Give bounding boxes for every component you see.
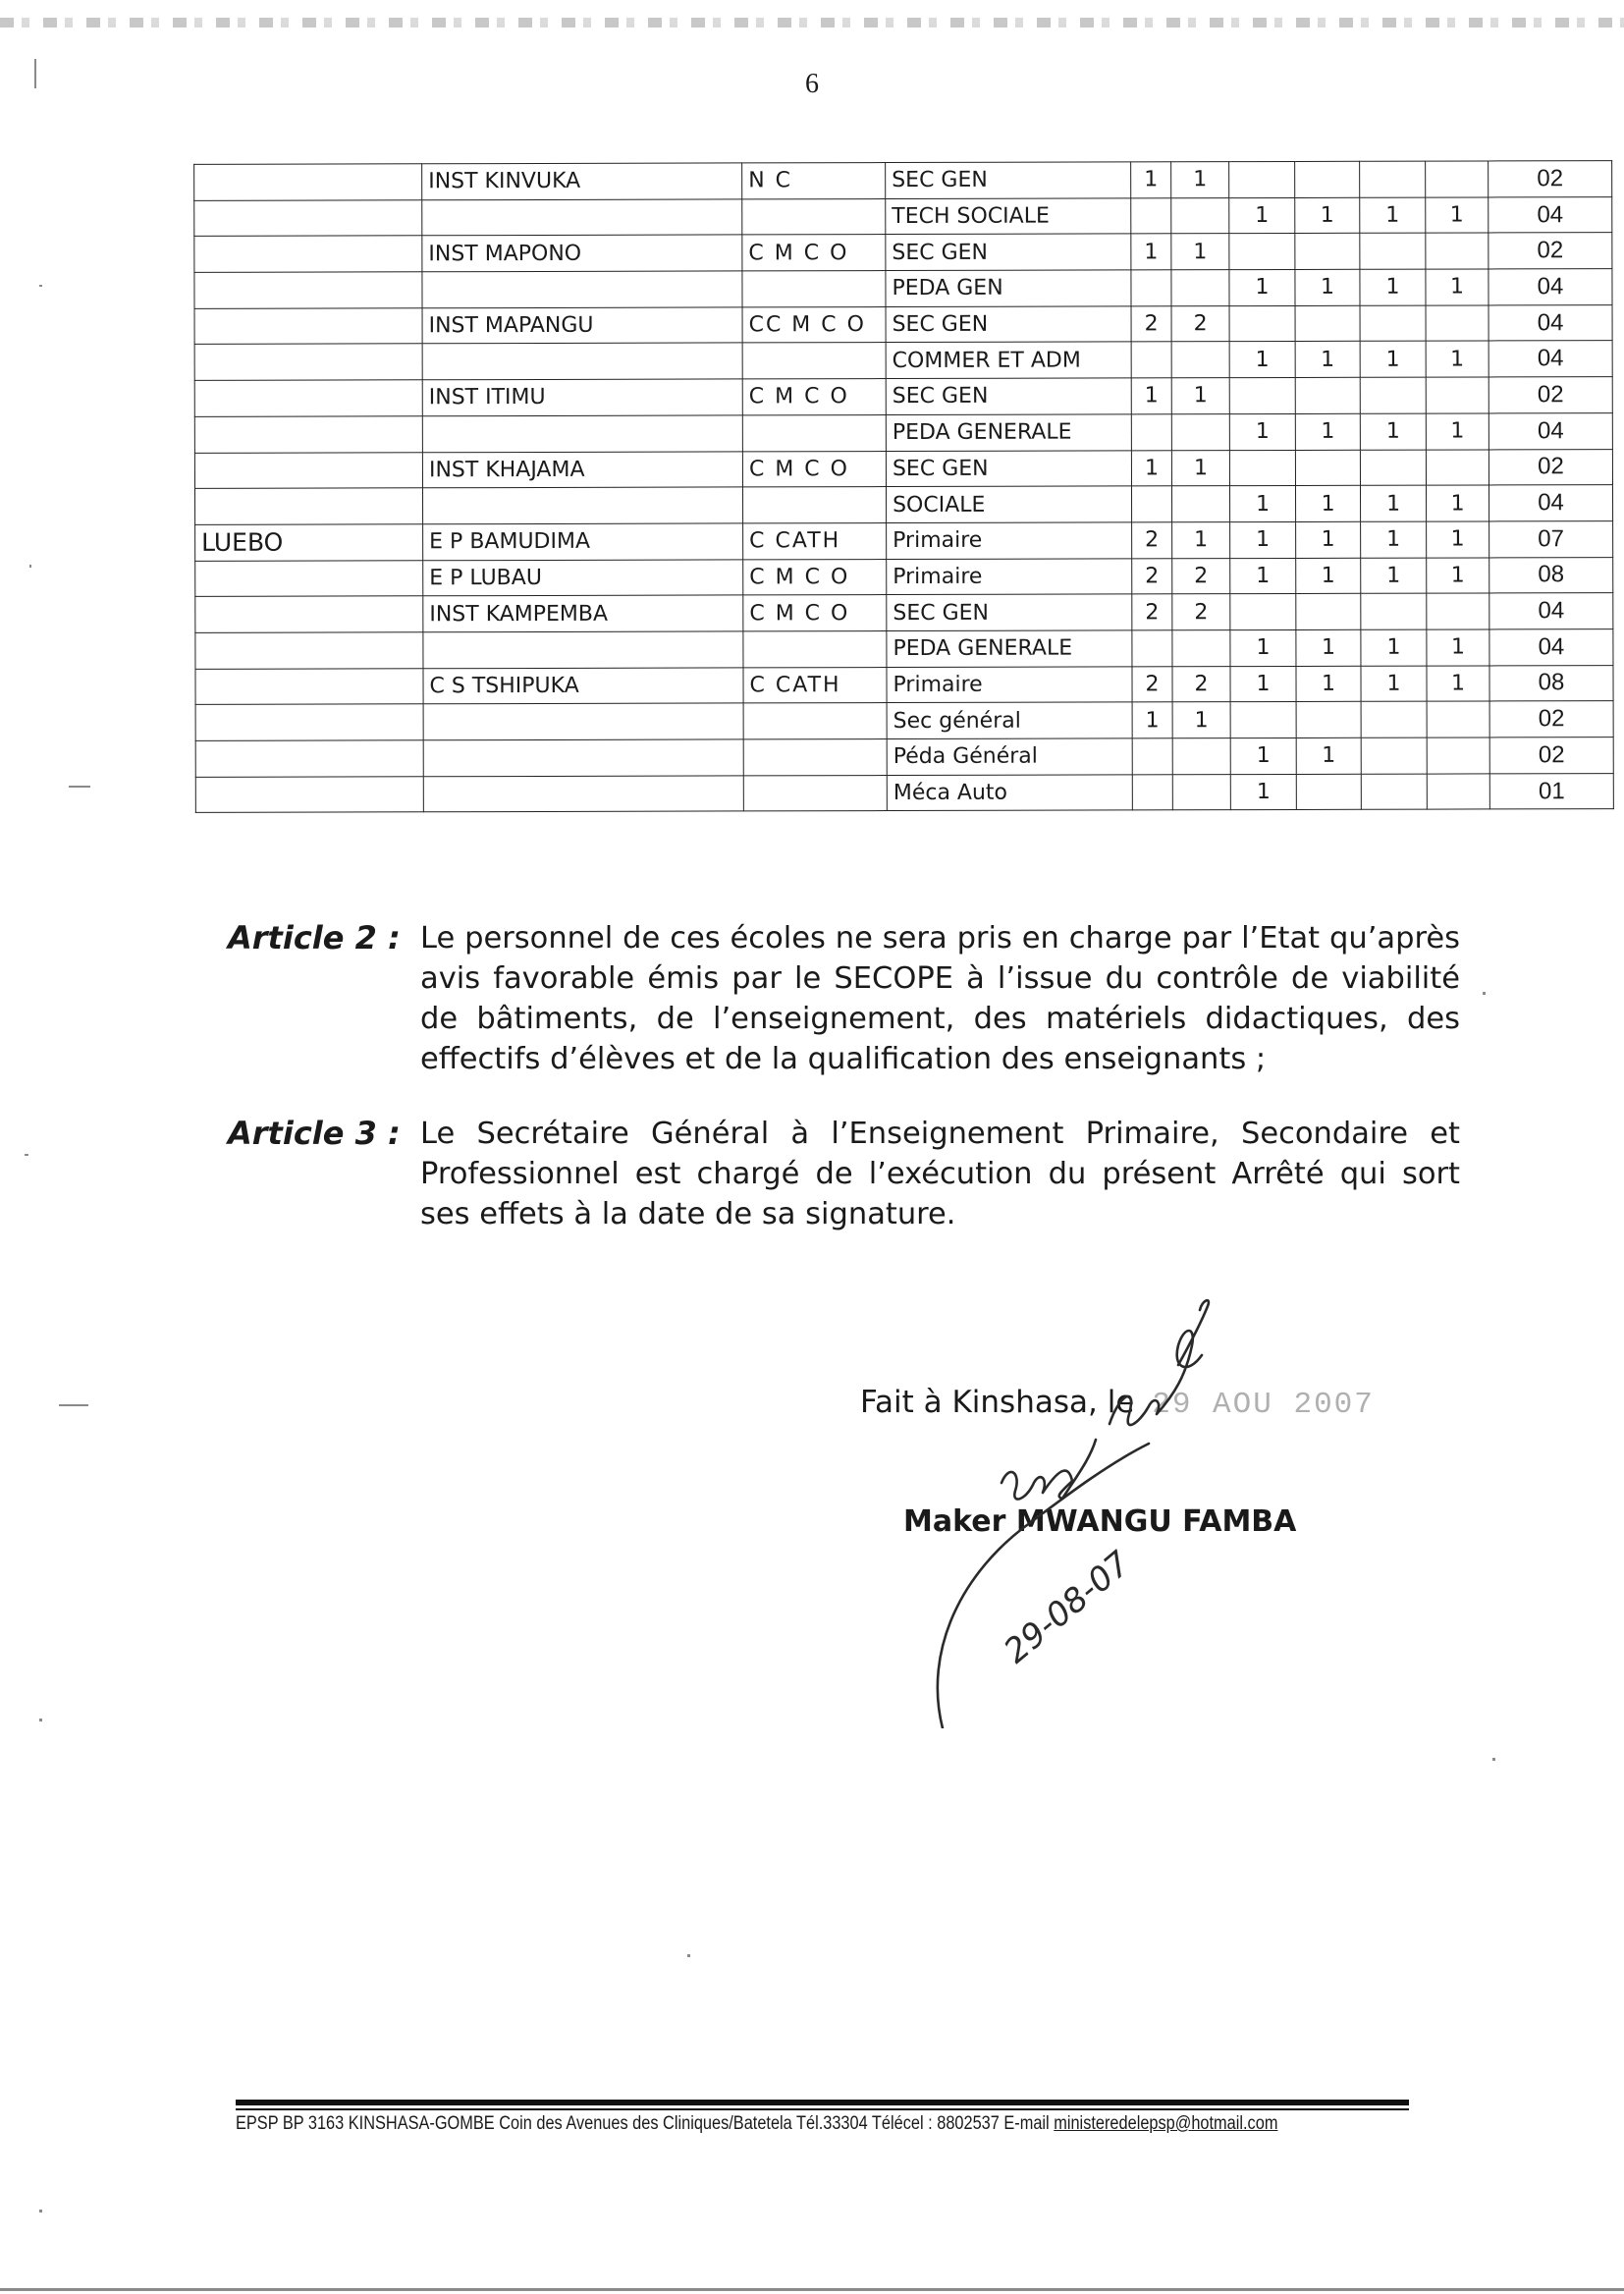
table-cell-count: 1 (1171, 234, 1229, 270)
table-cell-school: C S TSHIPUKA (423, 668, 743, 705)
table-cell-count: 1 (1229, 197, 1295, 234)
table-row (195, 557, 1613, 596)
table-cell-school-type: C M C O (743, 595, 887, 631)
table-cell-region (194, 236, 422, 272)
table-cell-school (423, 739, 743, 777)
table-cell-count: 1 (1360, 485, 1426, 521)
table-cell-count (1296, 774, 1361, 810)
table-cell-count (1360, 233, 1426, 269)
school-allocation-table (193, 160, 1614, 813)
table-cell-school-type (742, 198, 886, 235)
table-cell-region (195, 704, 423, 740)
table-cell-school: INST KHAJAMA (422, 451, 742, 488)
table-cell-count: 2 (1172, 558, 1230, 594)
table-cell-section: TECH SOCIALE (886, 198, 1131, 235)
table-cell-count: 1 (1230, 629, 1296, 666)
footer-address-text: EPSP BP 3163 KINSHASA-GOMBE Coin des Avenues des Cliniques/Batetela Tél.33304 Télécel : 8802537 E-mail (236, 2113, 1050, 2134)
table-cell-total: 04 (1489, 304, 1612, 341)
table-cell-region (195, 596, 423, 632)
table-cell-count (1361, 737, 1427, 774)
table-cell-count: 1 (1171, 162, 1229, 198)
table-row (194, 196, 1612, 236)
table-cell-section: SEC GEN (886, 378, 1131, 414)
table-cell-total: 08 (1489, 665, 1613, 701)
table-cell-region (195, 632, 423, 669)
table-cell-count (1426, 377, 1489, 413)
table-cell-count (1296, 702, 1361, 738)
table-cell-count (1171, 197, 1229, 234)
table-cell-count: 1 (1360, 269, 1426, 305)
table-row (194, 377, 1612, 416)
table-cell-count (1229, 378, 1295, 414)
table-cell-region (194, 308, 422, 345)
table-cell-school-type (742, 271, 886, 307)
handwritten-signature (884, 1296, 1296, 1728)
table-cell-school-type (742, 414, 886, 451)
scan-edge-noise (0, 18, 1624, 27)
table-row (194, 233, 1612, 272)
table-cell-count: 1 (1132, 702, 1172, 738)
table-cell-count (1132, 738, 1172, 775)
table-cell-count (1295, 161, 1360, 197)
table-cell-region (194, 344, 422, 380)
table-cell-count: 1 (1295, 413, 1360, 450)
table-cell-total: 02 (1489, 701, 1613, 737)
table-cell-count (1229, 234, 1295, 270)
table-cell-count: 1 (1171, 378, 1229, 414)
table-cell-count: 1 (1427, 666, 1489, 702)
table-cell-count: 1 (1360, 197, 1426, 234)
table-row (194, 161, 1612, 200)
table-cell-count: 1 (1296, 558, 1361, 594)
table-cell-school: E P BAMUDIMA (423, 523, 743, 561)
table-cell-count: 1 (1230, 558, 1296, 594)
table-cell-count (1426, 233, 1489, 269)
table-cell-count: 2 (1132, 558, 1172, 594)
table-cell-total: 02 (1489, 377, 1612, 413)
table-cell-total: 07 (1489, 520, 1613, 557)
handwritten-date: 29-08-07 (997, 1544, 1139, 1671)
table-cell-section: COMMER ET ADM (886, 342, 1131, 378)
table-cell-region: LUEBO (195, 524, 423, 561)
table-cell-school (422, 199, 742, 237)
table-cell-region (195, 740, 423, 777)
table-cell-section: Péda Général (887, 738, 1132, 775)
table-cell-count: 1 (1296, 737, 1361, 774)
table-cell-section: SEC GEN (887, 594, 1132, 630)
table-cell-count (1229, 305, 1295, 342)
table-row (195, 737, 1613, 777)
table-cell-school-type (743, 739, 887, 776)
table-cell-region (194, 272, 422, 308)
table-cell-region (194, 199, 422, 236)
table-cell-school-type: C M C O (743, 559, 887, 595)
table-row (194, 304, 1612, 344)
article-text: Le personnel de ces écoles ne sera pris en charge par l’Etat qu’après avis favorable émis par le SECOPE à l’issue du contrôle de viabilité de bâtiments, de l’enseignement, des matériels didactiques, des effectifs d’élèves et de la qualification des enseignants ; (420, 921, 1460, 1076)
date-stamp: 29 AOU 2007 (1152, 1388, 1375, 1422)
table-cell-school: E P LUBAU (423, 559, 743, 596)
table-cell-count: 1 (1295, 485, 1360, 521)
table-cell-section: SEC GEN (886, 234, 1131, 270)
table-cell-school: INST ITIMU (422, 379, 742, 416)
table-cell-count (1132, 774, 1172, 810)
table-cell-count (1171, 342, 1229, 378)
table-cell-count (1131, 270, 1171, 306)
table-cell-count: 1 (1230, 521, 1296, 558)
table-cell-count: 1 (1230, 666, 1296, 702)
table-cell-school: INST KINVUKA (422, 163, 742, 200)
article-text: Le Secrétaire Général à l’Enseignement Primaire, Secondaire et Professionnel est chargé de l’exécution du présent Arrêté qui sort ses effets à la date de sa signature. (420, 1117, 1460, 1231)
table-cell-count: 1 (1131, 450, 1171, 486)
table-cell-count (1295, 234, 1360, 270)
table-cell-count (1295, 305, 1360, 342)
table-cell-region (194, 452, 422, 488)
page-number: 6 (805, 69, 819, 99)
table-cell-count: 1 (1296, 666, 1361, 702)
table-cell-count: 2 (1132, 666, 1172, 702)
table-cell-count (1360, 450, 1426, 486)
table-cell-count: 1 (1427, 521, 1489, 558)
table-cell-school-type: C CATH (743, 522, 887, 559)
table-cell-section: Méca Auto (887, 775, 1132, 811)
table-cell-total: 04 (1489, 196, 1612, 233)
table-cell-school-type: C CATH (743, 667, 887, 703)
table-cell-region (194, 416, 422, 453)
table-cell-count: 1 (1360, 413, 1426, 450)
table-cell-section: PEDA GENERALE (886, 414, 1131, 451)
table-cell-count: 1 (1230, 774, 1296, 810)
table-cell-school-type: CC M C O (742, 306, 886, 343)
table-row (195, 485, 1613, 524)
table-cell-school-type: C M C O (742, 235, 886, 271)
table-cell-count: 1 (1361, 521, 1427, 558)
footer-rule-thin (236, 2108, 1409, 2110)
table-cell-count (1172, 630, 1230, 667)
table-cell-region (194, 164, 422, 200)
table-row (195, 773, 1613, 812)
table-cell-count (1361, 593, 1427, 629)
table-cell-count: 2 (1172, 666, 1230, 702)
table-cell-section: SEC GEN (886, 450, 1131, 486)
table-cell-count (1230, 702, 1296, 738)
table-cell-school (422, 343, 742, 380)
table-cell-count: 1 (1230, 737, 1296, 774)
table-cell-count: 1 (1426, 413, 1489, 450)
table-cell-count: 2 (1132, 594, 1172, 630)
table-cell-count (1171, 486, 1229, 522)
article-2 (228, 918, 1460, 1079)
table-cell-count (1131, 342, 1171, 378)
table-cell-school-type: C M C O (742, 379, 886, 415)
table-cell-school-type (743, 703, 887, 739)
table-cell-count: 1 (1229, 342, 1295, 378)
table-cell-section: PEDA GEN (886, 270, 1131, 306)
table-cell-total: 02 (1489, 233, 1612, 269)
table-cell-school-type (742, 343, 886, 379)
article-label: Article 3 : (228, 1115, 401, 1152)
table-cell-school: INST MAPONO (422, 235, 742, 272)
table-cell-count: 1 (1229, 486, 1295, 522)
table-cell-section: SEC GEN (886, 162, 1131, 198)
place-label: Fait à Kinshasa, le (860, 1385, 1135, 1420)
table-cell-count: 1 (1172, 522, 1230, 559)
table-cell-count (1361, 774, 1427, 810)
table-cell-count (1295, 450, 1360, 486)
table-row (195, 520, 1613, 560)
table-row (195, 593, 1613, 632)
table-cell-total: 04 (1489, 485, 1612, 521)
table-cell-count (1360, 377, 1426, 413)
table-cell-school-type (743, 630, 887, 667)
table-cell-count (1426, 161, 1489, 197)
table-cell-count (1131, 486, 1171, 522)
table-cell-count: 1 (1295, 269, 1360, 305)
table-cell-section: Sec général (887, 702, 1132, 738)
table-cell-section: SEC GEN (886, 306, 1131, 343)
table-cell-count: 1 (1426, 197, 1489, 234)
table-cell-total: 04 (1489, 341, 1612, 377)
table-cell-count (1427, 701, 1489, 737)
table-cell-school (423, 776, 743, 813)
table-cell-count: 1 (1426, 341, 1489, 377)
table-cell-total: 04 (1489, 412, 1612, 449)
table-row (194, 412, 1612, 452)
table-cell-count (1172, 738, 1230, 775)
table-cell-count: 1 (1131, 234, 1171, 270)
table-row (194, 341, 1612, 380)
table-cell-school (422, 271, 742, 308)
table-cell-count: 1 (1360, 342, 1426, 378)
table-cell-section: Primaire (887, 667, 1132, 703)
table-cell-count (1360, 161, 1426, 197)
table-cell-count (1131, 197, 1171, 234)
table-cell-section: PEDA GENERALE (887, 630, 1132, 667)
table-cell-school-type: N C (742, 163, 886, 199)
table-cell-section: SOCIALE (887, 486, 1132, 522)
table-cell-count (1427, 593, 1489, 629)
table-cell-region (195, 560, 423, 596)
table-cell-total: 02 (1489, 737, 1613, 774)
table-cell-count: 1 (1427, 558, 1489, 594)
table-cell-count (1426, 305, 1489, 342)
table-cell-school (423, 631, 743, 669)
table-cell-school (423, 703, 743, 740)
table-row (194, 269, 1612, 308)
table-cell-count (1131, 414, 1171, 451)
table-cell-count: 2 (1171, 305, 1229, 342)
table-cell-total: 01 (1489, 773, 1613, 809)
table-cell-count: 2 (1132, 522, 1172, 559)
table-cell-count (1361, 701, 1427, 737)
table-cell-region (195, 776, 423, 812)
table-cell-region (195, 668, 423, 704)
table-cell-region (194, 380, 422, 416)
table-cell-count: 1 (1361, 666, 1427, 702)
table-cell-total: 02 (1489, 449, 1612, 485)
table-cell-school-type (743, 487, 887, 523)
table-cell-count: 1 (1131, 378, 1171, 414)
table-cell-total: 04 (1489, 629, 1613, 666)
table-cell-count: 1 (1131, 162, 1171, 198)
table-cell-school (422, 415, 742, 453)
article-3 (228, 1114, 1460, 1234)
table-cell-count: 1 (1171, 450, 1229, 486)
table-cell-school: INST MAPANGU (422, 307, 742, 345)
table-cell-count (1229, 161, 1295, 197)
footer-email: ministeredelepsp@hotmail.com (1054, 2113, 1278, 2134)
table-cell-count: 1 (1296, 629, 1361, 666)
table-cell-count: 1 (1229, 413, 1295, 450)
table-cell-count (1426, 449, 1489, 485)
table-cell-section: Primaire (887, 522, 1132, 559)
table-cell-count (1171, 270, 1229, 306)
table-cell-count (1230, 594, 1296, 630)
table-cell-total: 04 (1489, 593, 1613, 629)
table-cell-count (1172, 774, 1230, 810)
table-cell-school (423, 487, 743, 524)
table-cell-count: 1 (1427, 629, 1489, 666)
article-label: Article 2 : (228, 919, 401, 956)
table-cell-count: 1 (1172, 702, 1230, 738)
table-cell-section: Primaire (887, 558, 1132, 594)
table-cell-total: 08 (1489, 557, 1613, 593)
table-cell-school-type: C M C O (742, 451, 886, 487)
table-cell-count (1229, 450, 1295, 486)
table-cell-count (1360, 305, 1426, 342)
footer-address (236, 2113, 1278, 2135)
table-cell-school: INST KAMPEMBA (423, 595, 743, 632)
table-cell-count: 1 (1361, 629, 1427, 666)
table-cell-count: 1 (1229, 270, 1295, 306)
table-cell-total: 02 (1489, 161, 1612, 197)
table-cell-count: 2 (1172, 594, 1230, 630)
table-cell-count (1427, 774, 1489, 810)
table-row (195, 701, 1613, 740)
table-cell-count (1296, 594, 1361, 630)
table-cell-count: 1 (1295, 342, 1360, 378)
table-cell-count: 1 (1296, 521, 1361, 558)
table-cell-count: 1 (1361, 558, 1427, 594)
table-cell-region (195, 488, 423, 524)
table-cell-count (1132, 630, 1172, 667)
table-row (195, 665, 1613, 704)
table-cell-count (1427, 737, 1489, 774)
table-row (194, 449, 1612, 488)
table-cell-count: 1 (1426, 485, 1489, 521)
table-cell-count (1295, 377, 1360, 413)
signatory-name: Maker MWANGU FAMBA (903, 1504, 1297, 1539)
table-cell-school-type (743, 775, 887, 811)
table-cell-count: 1 (1426, 269, 1489, 305)
table-cell-total: 04 (1489, 269, 1612, 305)
table-cell-count: 1 (1295, 197, 1360, 234)
footer-rule (236, 2100, 1409, 2105)
table-body (194, 161, 1614, 813)
table-row (195, 629, 1613, 669)
table-cell-count (1171, 413, 1229, 450)
table-cell-count: 2 (1131, 306, 1171, 343)
